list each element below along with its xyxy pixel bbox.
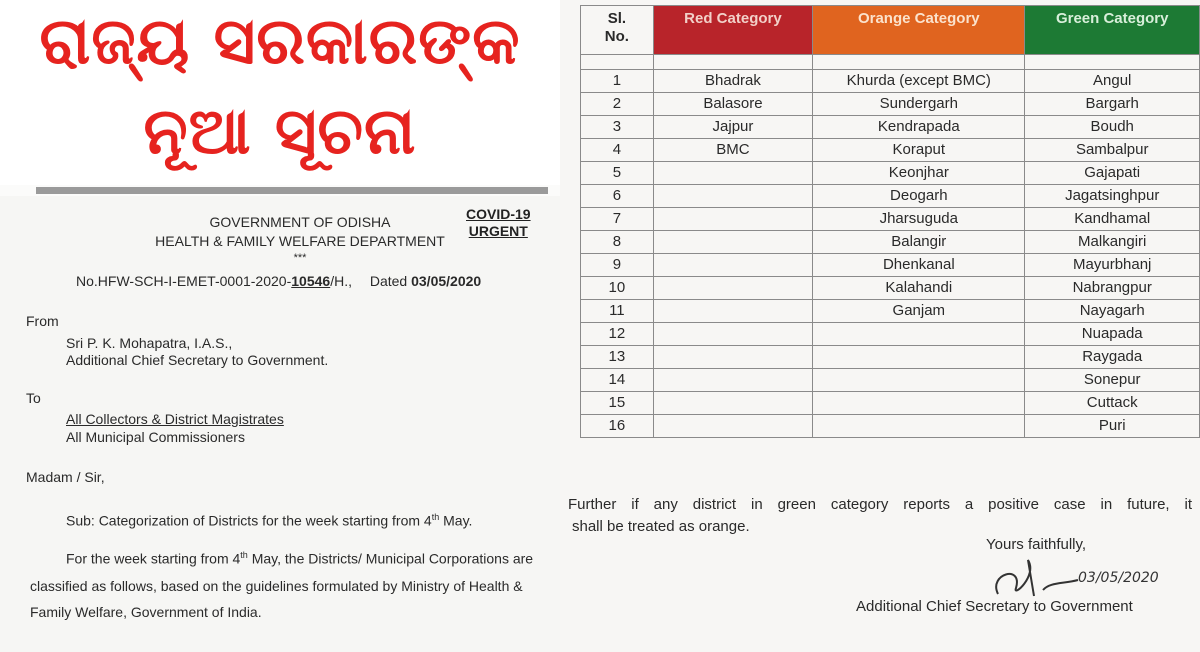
cell-red — [653, 254, 812, 277]
cell-sl-no: 2 — [581, 93, 654, 116]
badge-urgent: URGENT — [468, 223, 528, 239]
cell-green: Malkangiri — [1025, 231, 1200, 254]
cell-red — [653, 346, 812, 369]
cell-orange: Kalahandi — [813, 277, 1025, 300]
note-line-2: shall be treated as orange. — [572, 518, 750, 535]
cell-green: Nayagarh — [1025, 300, 1200, 323]
cell-orange — [813, 392, 1025, 415]
right-panel — [560, 0, 1200, 652]
cell-sl-no: 8 — [581, 231, 654, 254]
cell-orange: Sundergarh — [813, 93, 1025, 116]
headline-line-2: ନୂଆ ସୂଚନା — [143, 95, 417, 169]
cell-red: Balasore — [653, 93, 812, 116]
department-name: HEALTH & FAMILY WELFARE DEPARTMENT — [155, 233, 445, 249]
cell-sl-no: 9 — [581, 254, 654, 277]
table-row — [581, 346, 1200, 369]
cell-green: Boudh — [1025, 116, 1200, 139]
closing-text: Yours faithfully, — [986, 536, 1087, 553]
table-spacer-row — [581, 55, 1200, 70]
cell-sl-no: 4 — [581, 139, 654, 162]
cell-orange: Koraput — [813, 139, 1025, 162]
cell-red: Jajpur — [653, 116, 812, 139]
cell-red — [653, 323, 812, 346]
header-red-category: Red Category — [653, 6, 812, 55]
subject-line — [66, 509, 472, 530]
cell-orange — [813, 415, 1025, 438]
table-header-row — [581, 6, 1200, 55]
table-row — [581, 392, 1200, 415]
table-row — [581, 323, 1200, 346]
table-row — [581, 139, 1200, 162]
cell-orange: Dhenkanal — [813, 254, 1025, 277]
cell-orange: Deogarh — [813, 185, 1025, 208]
cell-green: Gajapati — [1025, 162, 1200, 185]
table-row — [581, 208, 1200, 231]
cell-sl-no: 11 — [581, 300, 654, 323]
headline-line-1: ରାଜ୍ୟ ସରକାରଙ୍କ — [39, 5, 521, 79]
cell-orange: Balangir — [813, 231, 1025, 254]
to-recipient-1: All Collectors & District Magistrates — [66, 411, 284, 427]
from-title: Additional Chief Secretary to Government. — [66, 352, 329, 368]
table-row — [581, 254, 1200, 277]
cell-sl-no: 15 — [581, 392, 654, 415]
cell-sl-no: 10 — [581, 277, 654, 300]
note-line-1: Further if any district in green category reports a positive case in future, it — [568, 496, 1192, 513]
subject-text: Sub: Categorization of Districts for the week starting from 4 — [66, 512, 432, 529]
table-row — [581, 162, 1200, 185]
cell-orange: Khurda (except BMC) — [813, 70, 1025, 93]
cell-orange: Keonjhar — [813, 162, 1025, 185]
cell-sl-no: 6 — [581, 185, 654, 208]
ref-number-tail: /H., — [330, 273, 352, 289]
subject-tail: May. — [439, 512, 473, 529]
cell-green: Angul — [1025, 70, 1200, 93]
signature-image — [968, 554, 1168, 602]
cell-red — [653, 231, 812, 254]
note-paragraph — [568, 494, 1192, 538]
body-text-a: For the week starting from 4 — [66, 550, 241, 567]
subject-sup: th — [431, 512, 440, 522]
table-row — [581, 116, 1200, 139]
cell-red — [653, 277, 812, 300]
to-recipient-2: All Municipal Commissioners — [66, 429, 245, 445]
table-row — [581, 300, 1200, 323]
cell-green: Mayurbhanj — [1025, 254, 1200, 277]
to-label: To — [26, 390, 41, 406]
cell-green: Puri — [1025, 415, 1200, 438]
cell-orange — [813, 369, 1025, 392]
cell-green: Sambalpur — [1025, 139, 1200, 162]
cell-sl-no: 7 — [581, 208, 654, 231]
table-row — [581, 369, 1200, 392]
signatory-title: Additional Chief Secretary to Government — [856, 598, 1133, 615]
cell-red: Bhadrak — [653, 70, 812, 93]
body-line-1 — [30, 543, 550, 572]
cell-red — [653, 392, 812, 415]
body-sup: th — [240, 550, 248, 560]
table-row — [581, 277, 1200, 300]
stars-divider: *** — [293, 252, 307, 264]
table-row — [581, 70, 1200, 93]
cell-orange: Jharsuguda — [813, 208, 1025, 231]
cell-red — [653, 415, 812, 438]
table-row — [581, 93, 1200, 116]
cell-sl-no: 13 — [581, 346, 654, 369]
badge-covid: COVID-19 — [466, 206, 531, 222]
government-letter — [0, 196, 560, 652]
cell-sl-no: 3 — [581, 116, 654, 139]
ref-number-bold: 10546 — [291, 273, 331, 289]
gov-name: GOVERNMENT OF ODISHA — [209, 214, 391, 230]
cell-orange: Ganjam — [813, 300, 1025, 323]
cell-red — [653, 208, 812, 231]
table-row — [581, 415, 1200, 438]
cell-green: Nabrangpur — [1025, 277, 1200, 300]
cell-green: Jagatsinghpur — [1025, 185, 1200, 208]
cell-orange: Kendrapada — [813, 116, 1025, 139]
cell-red — [653, 300, 812, 323]
from-label: From — [26, 313, 59, 329]
cell-red — [653, 185, 812, 208]
left-panel — [0, 0, 560, 652]
cell-sl-no: 5 — [581, 162, 654, 185]
signature-date: 03/05/2020 — [1078, 570, 1159, 586]
district-category-table — [580, 5, 1200, 438]
ref-number: No.HFW-SCH-I-EMET-0001-2020- — [76, 273, 292, 289]
cell-green: Kandhamal — [1025, 208, 1200, 231]
header-green-category: Green Category — [1025, 6, 1200, 55]
body-text-b: May, the Districts/ Municipal Corporations are — [247, 550, 534, 567]
cell-red — [653, 369, 812, 392]
divider-rule — [36, 187, 548, 194]
cell-sl-no: 14 — [581, 369, 654, 392]
cell-orange — [813, 346, 1025, 369]
table-body — [581, 55, 1200, 438]
table-row — [581, 185, 1200, 208]
dated-label: Dated — [369, 273, 408, 289]
headline-banner — [0, 0, 560, 185]
cell-sl-no: 16 — [581, 415, 654, 438]
body-line-2: classified as follows, based on the guidelines formulated by Ministry of Health & — [30, 578, 523, 594]
cell-green: Raygada — [1025, 346, 1200, 369]
cell-sl-no: 1 — [581, 70, 654, 93]
dated-value: 03/05/2020 — [411, 273, 482, 289]
cell-green: Sonepur — [1025, 369, 1200, 392]
salutation: Madam / Sir, — [26, 469, 105, 485]
header-orange-category: Orange Category — [813, 6, 1025, 55]
header-sl-no: Sl. No. — [581, 6, 654, 55]
from-name: Sri P. K. Mohapatra, I.A.S., — [66, 335, 233, 351]
cell-orange — [813, 323, 1025, 346]
cell-red — [653, 162, 812, 185]
table-row — [581, 231, 1200, 254]
reference-line — [76, 273, 481, 290]
cell-sl-no: 12 — [581, 323, 654, 346]
cell-green: Bargarh — [1025, 93, 1200, 116]
cell-green: Nuapada — [1025, 323, 1200, 346]
cell-green: Cuttack — [1025, 392, 1200, 415]
body-line-3: Family Welfare, Government of India. — [30, 604, 262, 620]
cell-red: BMC — [653, 139, 812, 162]
